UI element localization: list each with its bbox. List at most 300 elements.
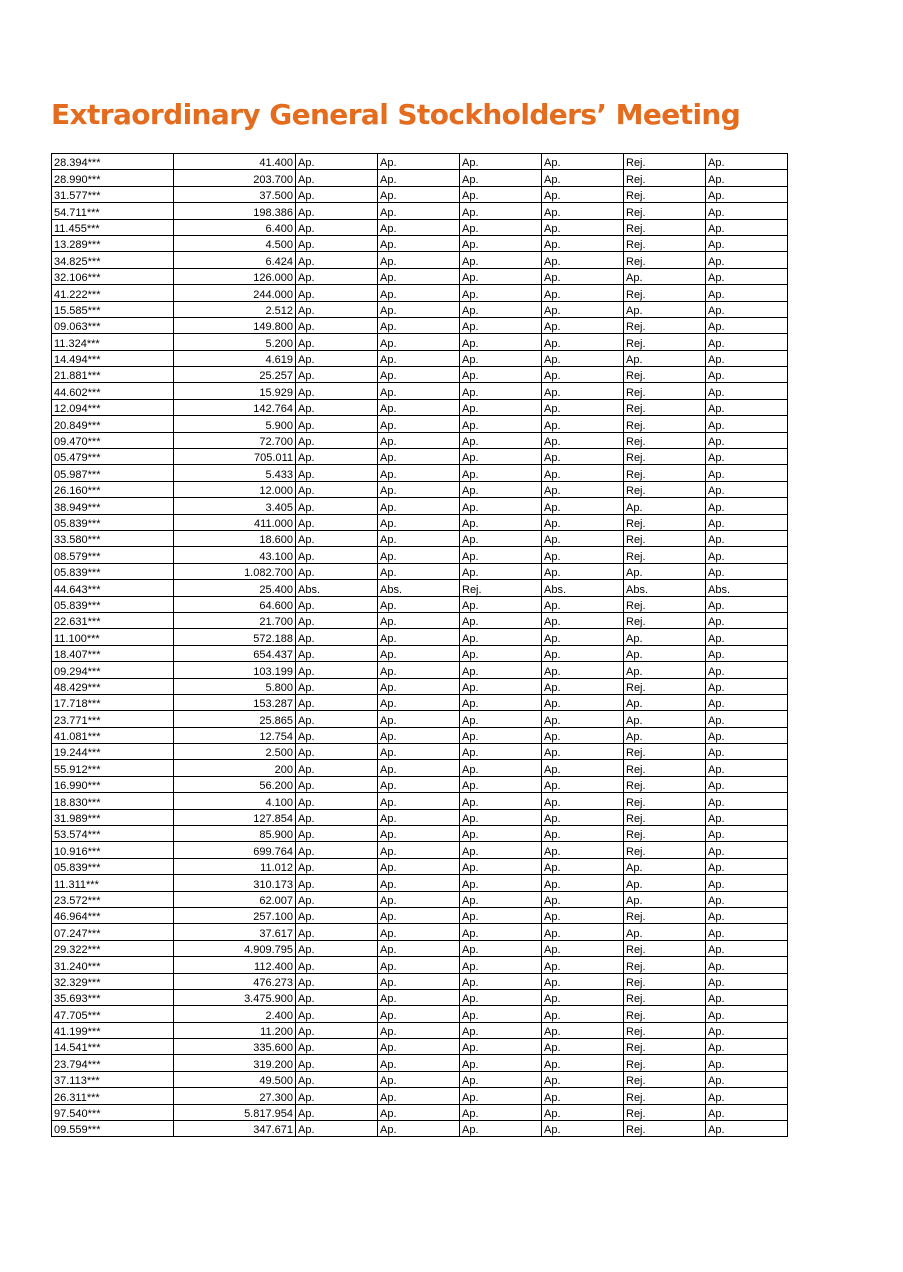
shares-cell: 25.400 xyxy=(174,580,296,596)
stockholder-id-cell: 41.199*** xyxy=(52,1022,174,1038)
stockholder-id-cell: 28.394*** xyxy=(52,154,174,170)
vote-cell-item-6: Ap. xyxy=(706,875,788,891)
shares-cell: 572.188 xyxy=(174,629,296,645)
vote-cell-item-6: Ap. xyxy=(706,957,788,973)
vote-cell-item-1: Ap. xyxy=(296,399,378,415)
stockholder-id-cell: 29.322*** xyxy=(52,940,174,956)
vote-cell-item-5: Rej. xyxy=(624,809,706,825)
vote-cell-item-4: Ap. xyxy=(542,1022,624,1038)
vote-cell-item-2: Ap. xyxy=(378,711,460,727)
vote-cell-item-5: Rej. xyxy=(624,547,706,563)
stockholder-id-cell: 23.794*** xyxy=(52,1055,174,1071)
table-row xyxy=(52,957,788,973)
vote-cell-item-4: Ap. xyxy=(542,760,624,776)
vote-cell-item-3: Ap. xyxy=(460,711,542,727)
vote-cell-item-6: Ap. xyxy=(706,612,788,628)
vote-cell-item-2: Ap. xyxy=(378,744,460,760)
shares-cell: 5.800 xyxy=(174,678,296,694)
vote-cell-item-4: Ap. xyxy=(542,612,624,628)
vote-cell-item-6: Ap. xyxy=(706,662,788,678)
table-row xyxy=(52,432,788,448)
vote-cell-item-6: Ap. xyxy=(706,416,788,432)
vote-cell-item-5: Rej. xyxy=(624,1039,706,1055)
table-row xyxy=(52,219,788,235)
vote-cell-item-5: Rej. xyxy=(624,596,706,612)
vote-cell-item-2: Ap. xyxy=(378,1071,460,1087)
table-row xyxy=(52,580,788,596)
vote-cell-item-3: Ap. xyxy=(460,285,542,301)
stockholder-id-cell: 48.429*** xyxy=(52,678,174,694)
vote-cell-item-4: Ap. xyxy=(542,170,624,186)
vote-cell-item-1: Ap. xyxy=(296,530,378,546)
vote-cell-item-1: Ap. xyxy=(296,563,378,579)
table-row xyxy=(52,842,788,858)
vote-cell-item-5: Ap. xyxy=(624,924,706,940)
vote-cell-item-2: Ap. xyxy=(378,678,460,694)
vote-cell-item-1: Ap. xyxy=(296,744,378,760)
vote-cell-item-4: Ap. xyxy=(542,924,624,940)
vote-cell-item-4: Ap. xyxy=(542,973,624,989)
vote-cell-item-2: Ap. xyxy=(378,1039,460,1055)
table-row xyxy=(52,317,788,333)
vote-cell-item-4: Ap. xyxy=(542,957,624,973)
vote-cell-item-4: Ap. xyxy=(542,367,624,383)
voting-table-body xyxy=(52,154,788,1137)
table-row xyxy=(52,744,788,760)
vote-cell-item-2: Ap. xyxy=(378,989,460,1005)
shares-cell: 5.200 xyxy=(174,334,296,350)
vote-cell-item-6: Ap. xyxy=(706,1022,788,1038)
vote-cell-item-1: Ap. xyxy=(296,629,378,645)
shares-cell: 6.400 xyxy=(174,219,296,235)
vote-cell-item-2: Ap. xyxy=(378,203,460,219)
vote-cell-item-6: Ap. xyxy=(706,432,788,448)
vote-cell-item-2: Ap. xyxy=(378,514,460,530)
vote-cell-item-5: Rej. xyxy=(624,1121,706,1137)
stockholder-id-cell: 10.916*** xyxy=(52,842,174,858)
table-row xyxy=(52,481,788,497)
vote-cell-item-4: Ap. xyxy=(542,744,624,760)
vote-cell-item-2: Ap. xyxy=(378,1104,460,1120)
vote-cell-item-5: Ap. xyxy=(624,891,706,907)
vote-cell-item-4: Ap. xyxy=(542,694,624,710)
vote-cell-item-2: Ap. xyxy=(378,498,460,514)
vote-cell-item-1: Ap. xyxy=(296,907,378,923)
vote-cell-item-3: Ap. xyxy=(460,957,542,973)
vote-cell-item-3: Ap. xyxy=(460,776,542,792)
shares-cell: 257.100 xyxy=(174,907,296,923)
vote-cell-item-3: Ap. xyxy=(460,1121,542,1137)
shares-cell: 37.617 xyxy=(174,924,296,940)
vote-cell-item-4: Ap. xyxy=(542,989,624,1005)
vote-cell-item-3: Ap. xyxy=(460,235,542,251)
vote-cell-item-3: Ap. xyxy=(460,186,542,202)
vote-cell-item-6: Ap. xyxy=(706,842,788,858)
vote-cell-item-5: Rej. xyxy=(624,1006,706,1022)
vote-cell-item-3: Ap. xyxy=(460,596,542,612)
vote-cell-item-2: Ap. xyxy=(378,858,460,874)
stockholder-id-cell: 11.311*** xyxy=(52,875,174,891)
vote-cell-item-3: Ap. xyxy=(460,530,542,546)
vote-cell-item-6: Ap. xyxy=(706,940,788,956)
shares-cell: 12.754 xyxy=(174,727,296,743)
stockholder-id-cell: 34.825*** xyxy=(52,252,174,268)
shares-cell: 310.173 xyxy=(174,875,296,891)
vote-cell-item-4: Ap. xyxy=(542,498,624,514)
vote-cell-item-4: Ap. xyxy=(542,727,624,743)
stockholder-id-cell: 21.881*** xyxy=(52,367,174,383)
vote-cell-item-4: Ap. xyxy=(542,875,624,891)
vote-cell-item-2: Ap. xyxy=(378,1022,460,1038)
vote-cell-item-6: Ap. xyxy=(706,1039,788,1055)
stockholder-id-cell: 23.572*** xyxy=(52,891,174,907)
vote-cell-item-4: Ap. xyxy=(542,940,624,956)
stockholder-id-cell: 13.289*** xyxy=(52,235,174,251)
table-row xyxy=(52,350,788,366)
stockholder-id-cell: 28.990*** xyxy=(52,170,174,186)
vote-cell-item-4: Ap. xyxy=(542,285,624,301)
table-row xyxy=(52,154,788,170)
shares-cell: 11.012 xyxy=(174,858,296,874)
vote-cell-item-3: Ap. xyxy=(460,645,542,661)
vote-cell-item-2: Ap. xyxy=(378,629,460,645)
vote-cell-item-1: Ap. xyxy=(296,826,378,842)
table-row xyxy=(52,449,788,465)
vote-cell-item-1: Ap. xyxy=(296,727,378,743)
vote-cell-item-4: Ap. xyxy=(542,793,624,809)
shares-cell: 654.437 xyxy=(174,645,296,661)
vote-cell-item-1: Ap. xyxy=(296,1088,378,1104)
stockholder-id-cell: 35.693*** xyxy=(52,989,174,1005)
vote-cell-item-5: Ap. xyxy=(624,301,706,317)
vote-cell-item-4: Ap. xyxy=(542,826,624,842)
vote-cell-item-1: Ap. xyxy=(296,1121,378,1137)
vote-cell-item-5: Rej. xyxy=(624,989,706,1005)
vote-cell-item-3: Ap. xyxy=(460,809,542,825)
shares-cell: 4.909.795 xyxy=(174,940,296,956)
vote-cell-item-6: Ap. xyxy=(706,711,788,727)
shares-cell: 2.400 xyxy=(174,1006,296,1022)
vote-cell-item-6: Ap. xyxy=(706,793,788,809)
vote-cell-item-6: Ap. xyxy=(706,809,788,825)
vote-cell-item-5: Ap. xyxy=(624,268,706,284)
table-row xyxy=(52,645,788,661)
table-row xyxy=(52,1006,788,1022)
shares-cell: 49.500 xyxy=(174,1071,296,1087)
shares-cell: 3.475.900 xyxy=(174,989,296,1005)
shares-cell: 64.600 xyxy=(174,596,296,612)
vote-cell-item-2: Ap. xyxy=(378,776,460,792)
vote-cell-item-4: Ap. xyxy=(542,154,624,170)
vote-cell-item-4: Ap. xyxy=(542,514,624,530)
vote-cell-item-2: Ap. xyxy=(378,727,460,743)
table-row xyxy=(52,711,788,727)
stockholder-id-cell: 97.540*** xyxy=(52,1104,174,1120)
vote-cell-item-2: Ap. xyxy=(378,907,460,923)
vote-cell-item-3: Ap. xyxy=(460,907,542,923)
vote-cell-item-3: Ap. xyxy=(460,301,542,317)
vote-cell-item-6: Ap. xyxy=(706,1088,788,1104)
vote-cell-item-4: Ap. xyxy=(542,1039,624,1055)
vote-cell-item-4: Ap. xyxy=(542,252,624,268)
vote-cell-item-6: Ap. xyxy=(706,317,788,333)
stockholder-id-cell: 22.631*** xyxy=(52,612,174,628)
vote-cell-item-5: Ap. xyxy=(624,711,706,727)
vote-cell-item-5: Rej. xyxy=(624,367,706,383)
vote-cell-item-1: Ap. xyxy=(296,203,378,219)
vote-cell-item-4: Ap. xyxy=(542,711,624,727)
table-row xyxy=(52,924,788,940)
vote-cell-item-4: Ap. xyxy=(542,809,624,825)
vote-cell-item-5: Rej. xyxy=(624,776,706,792)
vote-cell-item-1: Ap. xyxy=(296,481,378,497)
vote-cell-item-4: Abs. xyxy=(542,580,624,596)
stockholder-id-cell: 44.602*** xyxy=(52,383,174,399)
stockholder-id-cell: 31.240*** xyxy=(52,957,174,973)
vote-cell-item-4: Ap. xyxy=(542,235,624,251)
vote-cell-item-5: Rej. xyxy=(624,449,706,465)
vote-cell-item-3: Ap. xyxy=(460,350,542,366)
shares-cell: 4.100 xyxy=(174,793,296,809)
table-row xyxy=(52,809,788,825)
vote-cell-item-4: Ap. xyxy=(542,350,624,366)
vote-cell-item-3: Ap. xyxy=(460,793,542,809)
vote-cell-item-2: Ap. xyxy=(378,383,460,399)
shares-cell: 25.865 xyxy=(174,711,296,727)
vote-cell-item-2: Ap. xyxy=(378,219,460,235)
vote-cell-item-5: Ap. xyxy=(624,875,706,891)
vote-cell-item-1: Ap. xyxy=(296,252,378,268)
vote-cell-item-2: Ap. xyxy=(378,416,460,432)
stockholder-id-cell: 11.324*** xyxy=(52,334,174,350)
vote-cell-item-6: Ap. xyxy=(706,203,788,219)
stockholder-id-cell: 05.839*** xyxy=(52,858,174,874)
vote-cell-item-5: Rej. xyxy=(624,907,706,923)
vote-cell-item-5: Rej. xyxy=(624,219,706,235)
vote-cell-item-2: Ap. xyxy=(378,285,460,301)
vote-cell-item-5: Rej. xyxy=(624,186,706,202)
vote-cell-item-1: Ap. xyxy=(296,186,378,202)
stockholder-id-cell: 32.106*** xyxy=(52,268,174,284)
vote-cell-item-1: Ap. xyxy=(296,694,378,710)
vote-cell-item-5: Rej. xyxy=(624,383,706,399)
vote-cell-item-5: Abs. xyxy=(624,580,706,596)
vote-cell-item-4: Ap. xyxy=(542,186,624,202)
vote-cell-item-3: Ap. xyxy=(460,547,542,563)
vote-cell-item-1: Ap. xyxy=(296,367,378,383)
vote-cell-item-2: Ap. xyxy=(378,301,460,317)
vote-cell-item-6: Ap. xyxy=(706,645,788,661)
vote-cell-item-1: Ap. xyxy=(296,514,378,530)
table-row xyxy=(52,1121,788,1137)
table-row xyxy=(52,547,788,563)
vote-cell-item-4: Ap. xyxy=(542,203,624,219)
page-title: Extraordinary General Stockholders’ Meeting xyxy=(51,98,741,131)
vote-cell-item-4: Ap. xyxy=(542,678,624,694)
vote-cell-item-5: Rej. xyxy=(624,203,706,219)
vote-cell-item-4: Ap. xyxy=(542,596,624,612)
shares-cell: 200 xyxy=(174,760,296,776)
vote-cell-item-1: Ap. xyxy=(296,235,378,251)
stockholder-id-cell: 31.989*** xyxy=(52,809,174,825)
vote-cell-item-6: Ap. xyxy=(706,301,788,317)
shares-cell: 43.100 xyxy=(174,547,296,563)
vote-cell-item-1: Ap. xyxy=(296,809,378,825)
stockholder-id-cell: 18.830*** xyxy=(52,793,174,809)
shares-cell: 699.764 xyxy=(174,842,296,858)
vote-cell-item-1: Ap. xyxy=(296,711,378,727)
vote-cell-item-2: Ap. xyxy=(378,481,460,497)
table-row xyxy=(52,875,788,891)
vote-cell-item-5: Rej. xyxy=(624,842,706,858)
vote-cell-item-4: Ap. xyxy=(542,1088,624,1104)
vote-cell-item-1: Abs. xyxy=(296,580,378,596)
vote-cell-item-1: Ap. xyxy=(296,1006,378,1022)
vote-cell-item-2: Ap. xyxy=(378,875,460,891)
vote-cell-item-3: Ap. xyxy=(460,334,542,350)
vote-cell-item-5: Rej. xyxy=(624,1055,706,1071)
vote-cell-item-1: Ap. xyxy=(296,1022,378,1038)
shares-cell: 6.424 xyxy=(174,252,296,268)
vote-cell-item-1: Ap. xyxy=(296,1039,378,1055)
vote-cell-item-4: Ap. xyxy=(542,1121,624,1137)
stockholder-id-cell: 26.311*** xyxy=(52,1088,174,1104)
shares-cell: 18.600 xyxy=(174,530,296,546)
vote-cell-item-6: Ap. xyxy=(706,760,788,776)
shares-cell: 335.600 xyxy=(174,1039,296,1055)
vote-cell-item-1: Ap. xyxy=(296,662,378,678)
vote-cell-item-2: Ap. xyxy=(378,924,460,940)
vote-cell-item-6: Ap. xyxy=(706,629,788,645)
table-row xyxy=(52,858,788,874)
shares-cell: 15.929 xyxy=(174,383,296,399)
table-row xyxy=(52,514,788,530)
vote-cell-item-2: Ap. xyxy=(378,350,460,366)
vote-cell-item-2: Ap. xyxy=(378,186,460,202)
vote-cell-item-1: Ap. xyxy=(296,793,378,809)
vote-cell-item-3: Ap. xyxy=(460,1055,542,1071)
vote-cell-item-2: Ap. xyxy=(378,367,460,383)
vote-cell-item-2: Ap. xyxy=(378,645,460,661)
vote-cell-item-2: Ap. xyxy=(378,809,460,825)
vote-cell-item-2: Ap. xyxy=(378,252,460,268)
vote-cell-item-6: Ap. xyxy=(706,334,788,350)
vote-cell-item-1: Ap. xyxy=(296,875,378,891)
shares-cell: 2.500 xyxy=(174,744,296,760)
table-row xyxy=(52,235,788,251)
vote-cell-item-3: Ap. xyxy=(460,383,542,399)
table-row xyxy=(52,1088,788,1104)
table-row xyxy=(52,285,788,301)
shares-cell: 72.700 xyxy=(174,432,296,448)
vote-cell-item-1: Ap. xyxy=(296,1104,378,1120)
shares-cell: 476.273 xyxy=(174,973,296,989)
vote-cell-item-5: Rej. xyxy=(624,285,706,301)
vote-cell-item-1: Ap. xyxy=(296,268,378,284)
vote-cell-item-1: Ap. xyxy=(296,891,378,907)
vote-cell-item-6: Ap. xyxy=(706,678,788,694)
vote-cell-item-1: Ap. xyxy=(296,940,378,956)
table-row xyxy=(52,465,788,481)
vote-cell-item-1: Ap. xyxy=(296,432,378,448)
stockholder-id-cell: 05.839*** xyxy=(52,596,174,612)
stockholder-id-cell: 31.577*** xyxy=(52,186,174,202)
vote-cell-item-5: Rej. xyxy=(624,399,706,415)
stockholder-id-cell: 14.494*** xyxy=(52,350,174,366)
stockholder-id-cell: 41.222*** xyxy=(52,285,174,301)
vote-cell-item-6: Ap. xyxy=(706,350,788,366)
vote-cell-item-2: Ap. xyxy=(378,154,460,170)
stockholder-id-cell: 05.839*** xyxy=(52,514,174,530)
stockholder-id-cell: 26.160*** xyxy=(52,481,174,497)
vote-cell-item-1: Ap. xyxy=(296,678,378,694)
vote-cell-item-1: Ap. xyxy=(296,416,378,432)
stockholder-id-cell: 16.990*** xyxy=(52,776,174,792)
vote-cell-item-4: Ap. xyxy=(542,891,624,907)
table-row xyxy=(52,203,788,219)
vote-cell-item-4: Ap. xyxy=(542,1006,624,1022)
vote-cell-item-3: Rej. xyxy=(460,580,542,596)
vote-cell-item-5: Rej. xyxy=(624,235,706,251)
vote-cell-item-3: Ap. xyxy=(460,449,542,465)
vote-cell-item-5: Rej. xyxy=(624,432,706,448)
vote-cell-item-2: Ap. xyxy=(378,334,460,350)
vote-cell-item-2: Ap. xyxy=(378,793,460,809)
vote-cell-item-3: Ap. xyxy=(460,662,542,678)
vote-cell-item-1: Ap. xyxy=(296,989,378,1005)
vote-cell-item-3: Ap. xyxy=(460,317,542,333)
vote-cell-item-4: Ap. xyxy=(542,645,624,661)
vote-cell-item-6: Ap. xyxy=(706,514,788,530)
vote-cell-item-4: Ap. xyxy=(542,842,624,858)
stockholder-id-cell: 09.470*** xyxy=(52,432,174,448)
table-row xyxy=(52,678,788,694)
vote-cell-item-2: Ap. xyxy=(378,1055,460,1071)
stockholder-id-cell: 14.541*** xyxy=(52,1039,174,1055)
shares-cell: 37.500 xyxy=(174,186,296,202)
vote-cell-item-2: Ap. xyxy=(378,563,460,579)
vote-cell-item-5: Rej. xyxy=(624,416,706,432)
vote-cell-item-3: Ap. xyxy=(460,940,542,956)
shares-cell: 12.000 xyxy=(174,481,296,497)
vote-cell-item-5: Ap. xyxy=(624,694,706,710)
vote-cell-item-2: Ap. xyxy=(378,940,460,956)
vote-cell-item-4: Ap. xyxy=(542,530,624,546)
vote-cell-item-3: Ap. xyxy=(460,826,542,842)
vote-cell-item-2: Ap. xyxy=(378,268,460,284)
shares-cell: 5.433 xyxy=(174,465,296,481)
vote-cell-item-6: Ap. xyxy=(706,858,788,874)
vote-cell-item-1: Ap. xyxy=(296,301,378,317)
table-row xyxy=(52,334,788,350)
stockholder-id-cell: 32.329*** xyxy=(52,973,174,989)
vote-cell-item-2: Ap. xyxy=(378,317,460,333)
vote-cell-item-6: Ap. xyxy=(706,1071,788,1087)
shares-cell: 21.700 xyxy=(174,612,296,628)
vote-cell-item-6: Ap. xyxy=(706,219,788,235)
table-row xyxy=(52,727,788,743)
vote-cell-item-3: Ap. xyxy=(460,416,542,432)
vote-cell-item-6: Ap. xyxy=(706,399,788,415)
vote-cell-item-5: Rej. xyxy=(624,252,706,268)
vote-cell-item-4: Ap. xyxy=(542,317,624,333)
shares-cell: 347.671 xyxy=(174,1121,296,1137)
voting-table xyxy=(51,153,788,1137)
vote-cell-item-4: Ap. xyxy=(542,547,624,563)
vote-cell-item-3: Ap. xyxy=(460,203,542,219)
vote-cell-item-5: Ap. xyxy=(624,662,706,678)
stockholder-id-cell: 08.579*** xyxy=(52,547,174,563)
